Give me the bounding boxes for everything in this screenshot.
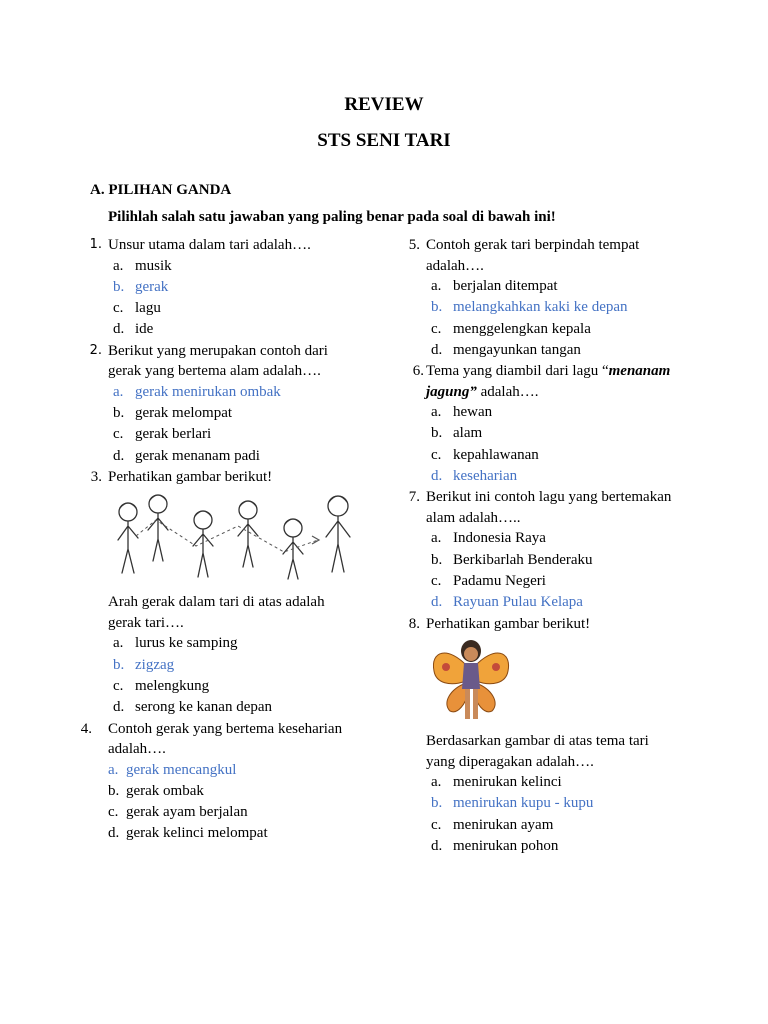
question-text-line: Contoh gerak yang bertema keseharian	[108, 720, 343, 737]
option-letter: d.	[113, 321, 125, 338]
left-column	[80, 235, 380, 845]
question-text-line: gerak yang bertema alam adalah….	[108, 363, 321, 380]
option-5c	[398, 319, 698, 340]
option-5b-answer	[398, 297, 698, 318]
option-text: mengayunkan tangan	[453, 341, 581, 358]
option-text: gerak ombak	[126, 782, 204, 799]
option-text: gerak	[135, 278, 169, 295]
song-title-emphasis: jagung”	[426, 383, 477, 400]
option-text: keseharian	[453, 468, 518, 485]
option-text: Rayuan Pulau Kelapa	[453, 594, 583, 611]
option-5a	[398, 276, 698, 297]
question-text-line: Berdasarkan gambar di atas tema tari	[426, 733, 649, 750]
question-number: 3.	[90, 468, 102, 485]
option-letter: b.	[113, 404, 125, 421]
option-letter: a.	[431, 278, 442, 294]
option-letter: d.	[431, 468, 443, 485]
option-letter: b.	[431, 299, 443, 316]
option-text: lagu	[135, 300, 161, 317]
option-4d	[80, 823, 380, 844]
option-1c	[80, 298, 380, 319]
question-number: 2.	[89, 342, 102, 358]
option-letter: c.	[108, 804, 119, 821]
option-text: Padamu Negeri	[453, 572, 546, 589]
option-8b-answer	[398, 793, 698, 814]
option-text: menirukan kupu - kupu	[453, 795, 594, 812]
option-7c	[398, 571, 698, 592]
butterfly-girl-illustration	[428, 637, 514, 725]
option-2b	[80, 403, 380, 424]
question-text: Perhatikan gambar berikut!	[426, 615, 591, 632]
question-3-followup	[80, 592, 380, 633]
question-1	[80, 235, 380, 256]
question-number: 6.	[412, 363, 424, 380]
option-letter: b.	[108, 782, 120, 799]
option-letter: b.	[431, 551, 443, 568]
option-letter: b.	[113, 278, 125, 295]
option-6d-answer	[398, 466, 698, 487]
right-column	[398, 235, 698, 857]
option-text: Indonesia Raya	[453, 530, 546, 547]
option-4c	[80, 802, 380, 823]
option-3b-answer	[80, 655, 380, 676]
option-text: kepahlawanan	[453, 446, 539, 463]
option-text: ide	[135, 321, 154, 338]
question-text-line: adalah….	[108, 741, 166, 758]
option-4a-answer	[80, 760, 380, 781]
option-text: berjalan ditempat	[453, 278, 558, 294]
instruction-text: Pilihlah salah satu jawaban yang paling benar pada soal di bawah ini!	[108, 209, 556, 225]
option-7a	[398, 528, 698, 549]
question-text-line: Arah gerak dalam tari di atas adalah	[108, 594, 325, 611]
option-letter: c.	[113, 677, 124, 694]
question-8-followup	[398, 731, 698, 772]
question-7	[398, 487, 698, 528]
question-number: 7.	[408, 489, 420, 506]
option-1d	[80, 319, 380, 340]
option-text: musik	[135, 257, 172, 274]
option-text: menirukan ayam	[453, 816, 554, 833]
option-text: menirukan kelinci	[453, 774, 562, 791]
option-text: melengkung	[135, 677, 210, 694]
option-8a	[398, 772, 698, 793]
option-letter: b.	[431, 425, 443, 442]
option-text: gerak berlari	[135, 426, 212, 443]
question-number: 1.	[89, 237, 102, 252]
option-letter: a.	[113, 257, 124, 274]
butterfly-girl-figure	[428, 637, 698, 725]
option-letter: b.	[431, 795, 443, 812]
option-letter: c.	[431, 320, 442, 337]
option-letter: d.	[431, 837, 443, 854]
option-3d	[80, 697, 380, 718]
option-letter: a.	[108, 761, 119, 778]
option-1b-answer	[80, 277, 380, 298]
question-text-line: Berikut yang merupakan contoh dari	[108, 342, 328, 359]
song-title-emphasis: menanam	[608, 363, 671, 380]
question-number: 5.	[408, 237, 420, 253]
option-text: zigzag	[135, 656, 175, 673]
option-letter: a.	[113, 383, 124, 400]
question-text: Perhatikan gambar berikut!	[108, 468, 273, 485]
document-subtitle: STS SENI TARI	[317, 130, 451, 151]
option-5d	[398, 340, 698, 361]
option-text: gerak menanam padi	[135, 447, 260, 464]
option-6c	[398, 445, 698, 466]
option-8d	[398, 836, 698, 857]
option-letter: d.	[108, 825, 120, 842]
option-letter: c.	[431, 572, 442, 589]
option-letter: a.	[431, 774, 442, 791]
option-3c	[80, 676, 380, 697]
option-text: lurus ke samping	[135, 635, 238, 652]
option-text: gerak melompat	[135, 404, 233, 421]
option-text: menirukan pohon	[453, 837, 559, 854]
option-text: gerak kelinci melompat	[126, 825, 268, 842]
document-title: REVIEW	[344, 94, 424, 115]
question-5	[398, 235, 698, 276]
question-3	[80, 467, 380, 488]
option-letter: d.	[113, 447, 125, 464]
option-letter: a.	[431, 404, 442, 421]
option-letter: d.	[431, 594, 443, 611]
question-text-line: yang diperagakan adalah….	[426, 753, 594, 770]
option-2a-answer	[80, 382, 380, 403]
option-text: serong ke kanan depan	[135, 699, 273, 716]
option-letter: c.	[113, 300, 124, 317]
option-6b	[398, 423, 698, 444]
question-text-line: adalah….	[426, 257, 484, 274]
option-text: alam	[453, 425, 483, 442]
option-3a	[80, 633, 380, 654]
question-text-line: Berikut ini contoh lagu yang bertemakan	[426, 489, 672, 506]
option-text: gerak menirukan ombak	[135, 383, 281, 400]
question-8	[398, 614, 698, 635]
option-letter: d.	[113, 699, 125, 716]
section-heading: A. PILIHAN GANDA	[90, 182, 232, 198]
option-letter: b.	[113, 656, 125, 673]
option-text: menggelengkan kepala	[453, 320, 591, 337]
option-letter: d.	[431, 341, 443, 358]
option-1a	[80, 256, 380, 277]
option-4b	[80, 781, 380, 802]
question-number: 8.	[408, 615, 420, 632]
option-text: Berkibarlah Benderaku	[453, 551, 593, 568]
option-letter: c.	[113, 426, 124, 443]
question-text-line: gerak tari….	[108, 614, 184, 631]
option-2c	[80, 424, 380, 445]
option-text: hewan	[453, 404, 493, 421]
option-text: gerak mencangkul	[126, 761, 237, 778]
option-letter: a.	[431, 530, 442, 547]
question-4	[80, 719, 380, 760]
option-7b	[398, 550, 698, 571]
question-text: Tema yang diambil dari lagu “	[426, 363, 609, 380]
option-letter: c.	[431, 446, 442, 463]
option-letter: c.	[431, 816, 442, 833]
option-7d-answer	[398, 592, 698, 613]
option-6a	[398, 402, 698, 423]
dancers-figure	[108, 490, 380, 586]
dancers-illustration	[108, 490, 370, 586]
question-text-line: alam adalah…..	[426, 509, 521, 526]
question-text: Unsur utama dalam tari adalah….	[108, 237, 311, 253]
question-text-line: Contoh gerak tari berpindah tempat	[426, 237, 640, 253]
option-2d	[80, 446, 380, 467]
question-2	[80, 341, 380, 382]
option-text: gerak ayam berjalan	[126, 804, 248, 821]
option-8c	[398, 815, 698, 836]
question-6	[398, 361, 698, 402]
option-letter: a.	[113, 635, 124, 652]
option-text: melangkahkan kaki ke depan	[453, 299, 628, 316]
question-text: adalah….	[476, 383, 539, 400]
question-number: 4.	[80, 720, 92, 737]
